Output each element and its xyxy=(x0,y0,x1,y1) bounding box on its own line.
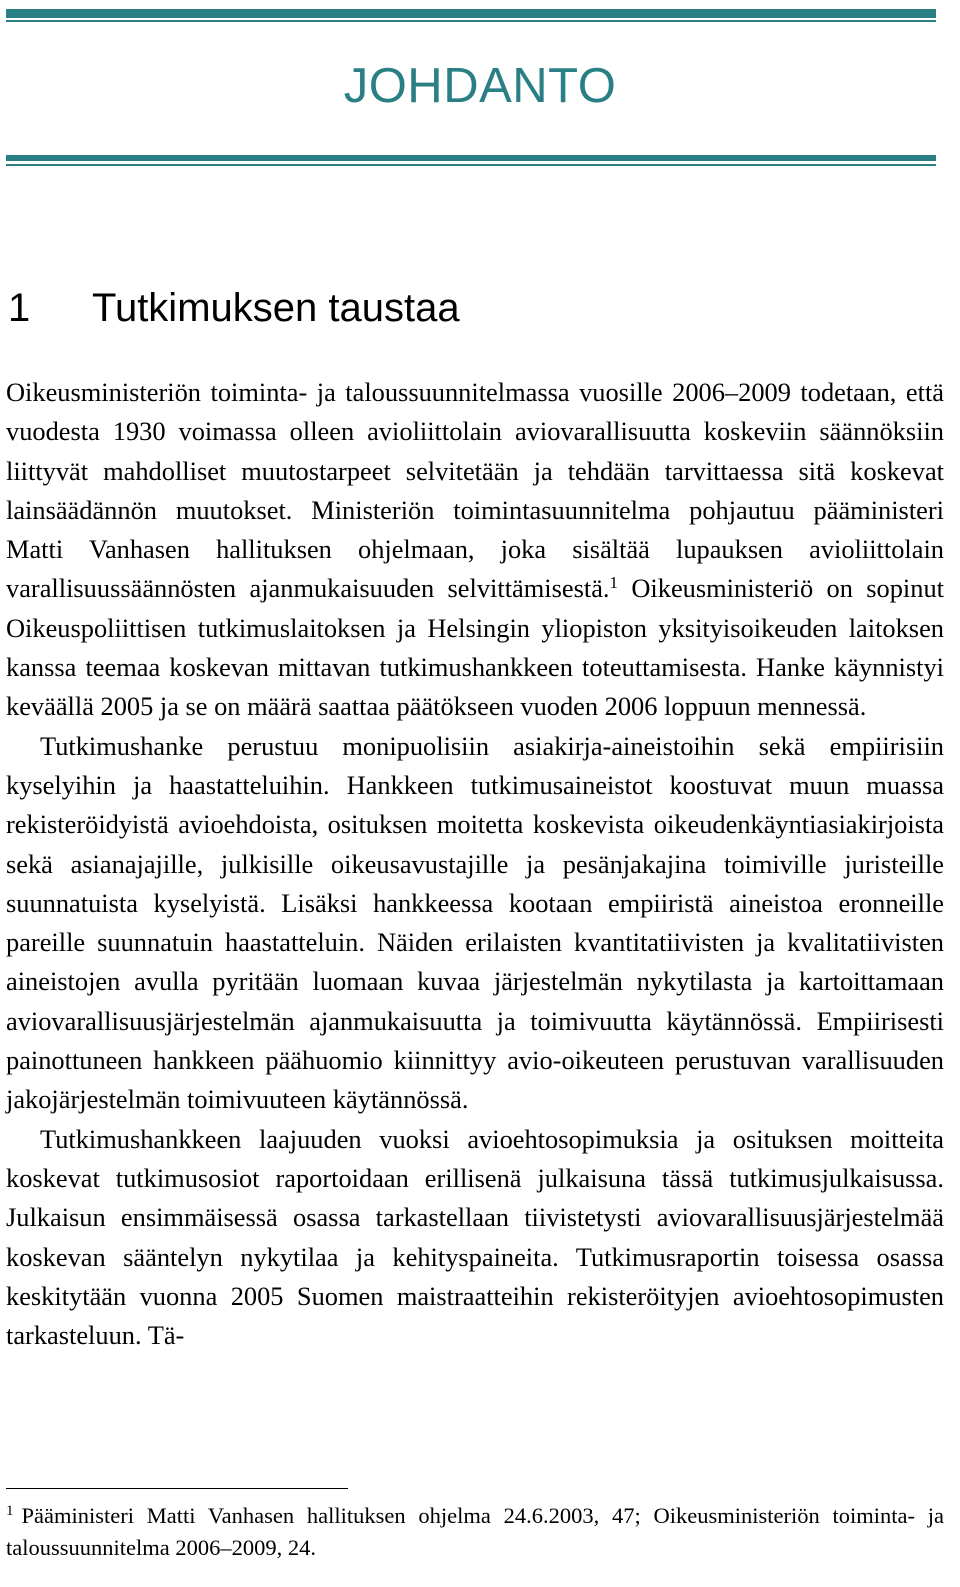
header-rule-thin-bottom xyxy=(6,164,936,166)
paragraph-3: Tutkimushankkeen laajuuden vuoksi avioehtosopimuksia ja osituksen moitteita koskevat tutkimusosiot raportoidaan erillisenä julkaisuna tässä tutkimusjulkaisussa. Julkaisun ensimmäisessä osassa tarkastellaan tiivistetysti aviovarallisuusjärjestelmää koskevan sääntelyn nykytilaa ja kehityspaineita. Tutkimusraportin toisessa osassa keskitytään vuonna 2005 Suomen maistraatteihin rekisteröityjen avioehtosopimusten tarkasteluun. Tä- xyxy=(6,1123,944,1351)
footnote-reference: 1 xyxy=(609,573,619,593)
footnote-text: Pääministeri Matti Vanhasen hallituksen ohjelma 24.6.2003, 47; Oikeusministeriön toiminta- ja taloussuunnitelma 2006–2009, 24. xyxy=(6,1503,944,1560)
footnote xyxy=(6,1500,944,1564)
section-heading xyxy=(8,282,460,334)
section-title: Tutkimuksen taustaa xyxy=(92,286,460,330)
paragraph-1-text-continued: Oikeusministeriö on sopinut Oikeuspoliittisen tutkimuslaitoksen ja Helsingin yliopiston yksityisoikeuden laitoksen kanssa teemaa koskevan mittavan tutkimushankkeen toteuttamisesta. Hanke käynnistyi keväällä 2005 ja se on määrä saattaa päätökseen vuoden 2006 loppuun mennessä. xyxy=(6,573,944,722)
footnote-mark: 1 xyxy=(6,1503,14,1519)
paragraph-2: Tutkimushanke perustuu monipuolisiin asiakirja-aineistoihin sekä empiirisiin kyselyihin ja haastatteluihin. Hankkeen tutkimusaineistot koostuvat muun muassa rekisteröidyistä avioehdoista, osituksen moitetta koskevista oikeudenkäyntiasiakirjoista sekä asianajajille, julkisille oikeusavustajille ja pesänjakajina toimiville juristeille suunnatuista kyselyistä. Lisäksi hankkeessa kootaan empiiristä aineistoa eronneille pareille suunnatuin haastatteluin. Näiden erilaisten kvantitatiivisten ja kvalitatiivisten aineistojen avulla pyritään luomaan kuvaa järjestelmän nykytilasta ja kartoittamaan aviovarallisuusjärjestelmän ajanmukaisuutta ja toimivuutta käytännössä. Empiirisesti painottuneen hankkeen päähuomio kiinnittyy avio-oikeuteen perustuvan varallisuuden jakojärjestelmän toimivuuteen käytännössä. xyxy=(6,730,944,1115)
paragraph-1-text: Oikeusministeriön toiminta- ja taloussuunnitelmassa vuosille 2006–2009 todetaan, että vuodesta 1930 voimassa olleen avioliittolain aviovarallisuutta koskeviin säännöksiin liittyvät mahdolliset muutostarpeet selvitetään ja tehdään tarvittaessa sitä koskevat lainsäädännön muutokset. Ministeriön toimintasuunnitelma pohjautuu pääministeri Matti Vanhasen hallituksen ohjelmaan, joka sisältää lupauksen avioliittolain varallisuussäännösten ajanmukaisuuden selvittämisestä. xyxy=(6,377,944,604)
chapter-title: JOHDANTO xyxy=(343,59,617,113)
header-rule-thin-top xyxy=(6,20,936,22)
paragraph-1 xyxy=(6,373,944,727)
footnote-separator xyxy=(6,1488,348,1489)
header-rule-thick-top xyxy=(6,9,936,18)
body-text xyxy=(6,373,944,1355)
header-rule-thick-bottom xyxy=(6,155,936,161)
section-number: 1 xyxy=(8,286,31,330)
